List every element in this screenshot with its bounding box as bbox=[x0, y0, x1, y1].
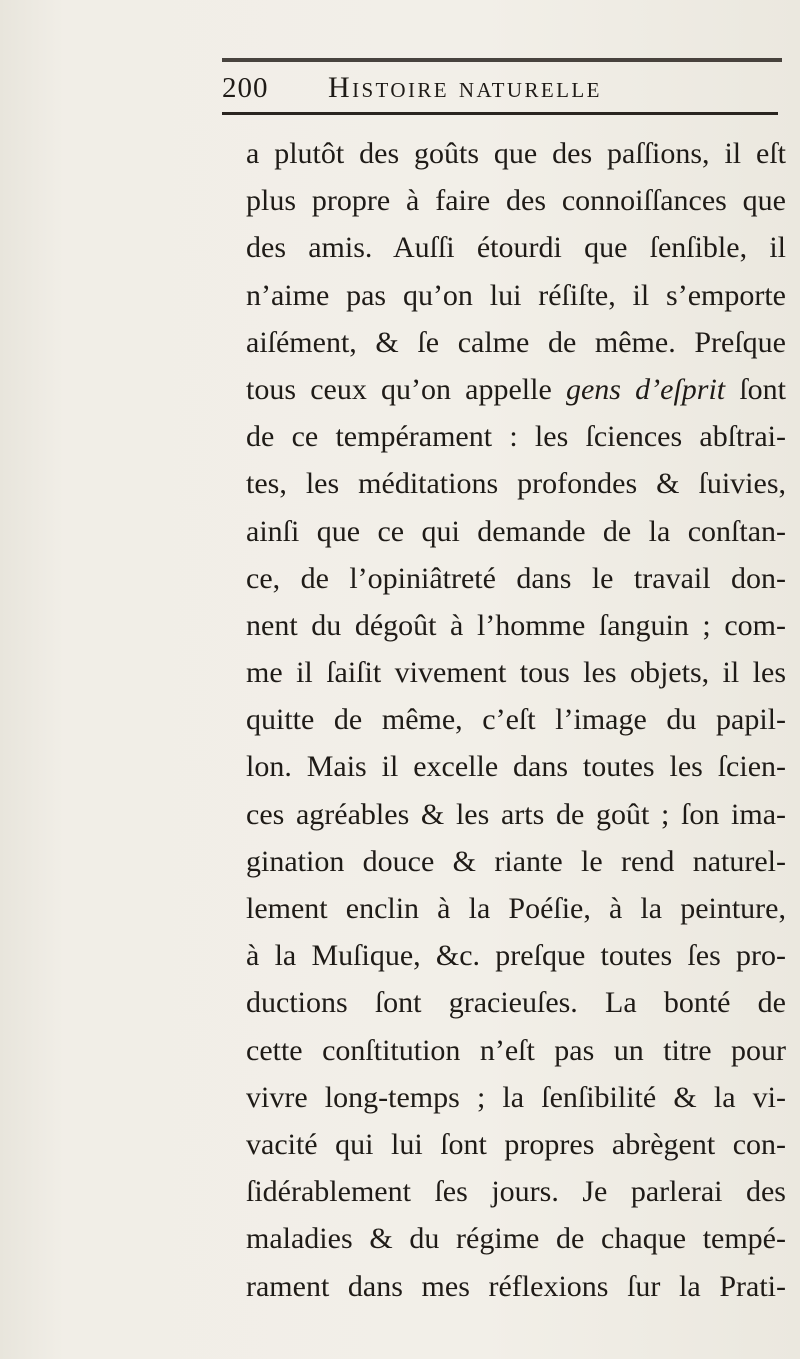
top-ornamental-rule bbox=[222, 58, 782, 62]
text-line: plus propre à faire des connoiſſances que bbox=[246, 184, 786, 218]
text-line: rament dans mes réflexions ſur la Prati- bbox=[246, 1269, 786, 1303]
text-line: ductions ſont gracieuſes. La bonté de bbox=[246, 986, 786, 1020]
text-line: tous ceux qu’on appelle gens d’eſprit ſont bbox=[246, 372, 787, 406]
text-line: nent du dégoût à l’homme ſanguin ; com- bbox=[246, 608, 786, 642]
text-line: ce, de l’opiniâtreté dans le travail don- bbox=[246, 561, 786, 595]
text-line: ces agréables & les arts de goût ; ſon ima- bbox=[246, 797, 786, 831]
text-line: quitte de même, c’eſt l’image du papil- bbox=[246, 703, 786, 737]
text-line: gination douce & riante le rend naturel- bbox=[246, 844, 786, 878]
text-line: lon. Mais il excelle dans toutes les ſcien- bbox=[246, 750, 786, 784]
italic-phrase: gens d’eſprit bbox=[565, 372, 726, 406]
text-line: me il ſaiſit vivement tous les objets, il les bbox=[246, 656, 786, 690]
text-line: aiſément, & ſe calme de même. Preſque bbox=[246, 325, 786, 359]
text-line: ainſi que ce qui demande de la conſtan- bbox=[246, 514, 786, 548]
text-line: de ce tempérament : les ſciences abſtrai- bbox=[246, 420, 786, 454]
text-line: des amis. Auſſi étourdi que ſenſible, il bbox=[246, 231, 786, 265]
text-line: a plutôt des goûts que des paſſions, il eſt bbox=[246, 137, 786, 170]
text-line: tes, les méditations profondes & ſuivies, bbox=[246, 467, 786, 501]
text-line: n’aime pas qu’on lui réſiſte, il s’emporte bbox=[246, 278, 786, 312]
text-line: vivre long-temps ; la ſenſibilité & la vi- bbox=[246, 1080, 786, 1114]
page-number: 200 bbox=[222, 71, 269, 104]
text-line: cette conſtitution n’eſt pas un titre pour bbox=[246, 1033, 786, 1067]
running-title: Histoire naturelle bbox=[328, 71, 602, 104]
text-line: vacité qui lui ſont propres abrègent con- bbox=[246, 1127, 786, 1161]
text-line: à la Muſique, &c. preſque toutes ſes pro- bbox=[246, 939, 786, 973]
text-line: lement enclin à la Poéſie, à la peinture, bbox=[246, 892, 786, 925]
text-line: maladies & du régime de chaque tempé- bbox=[246, 1222, 786, 1256]
text-line: ſidérablement ſes jours. Je parlerai des bbox=[246, 1175, 786, 1209]
header-rule bbox=[222, 112, 778, 115]
page-header bbox=[222, 64, 782, 112]
body-text bbox=[246, 130, 786, 1310]
